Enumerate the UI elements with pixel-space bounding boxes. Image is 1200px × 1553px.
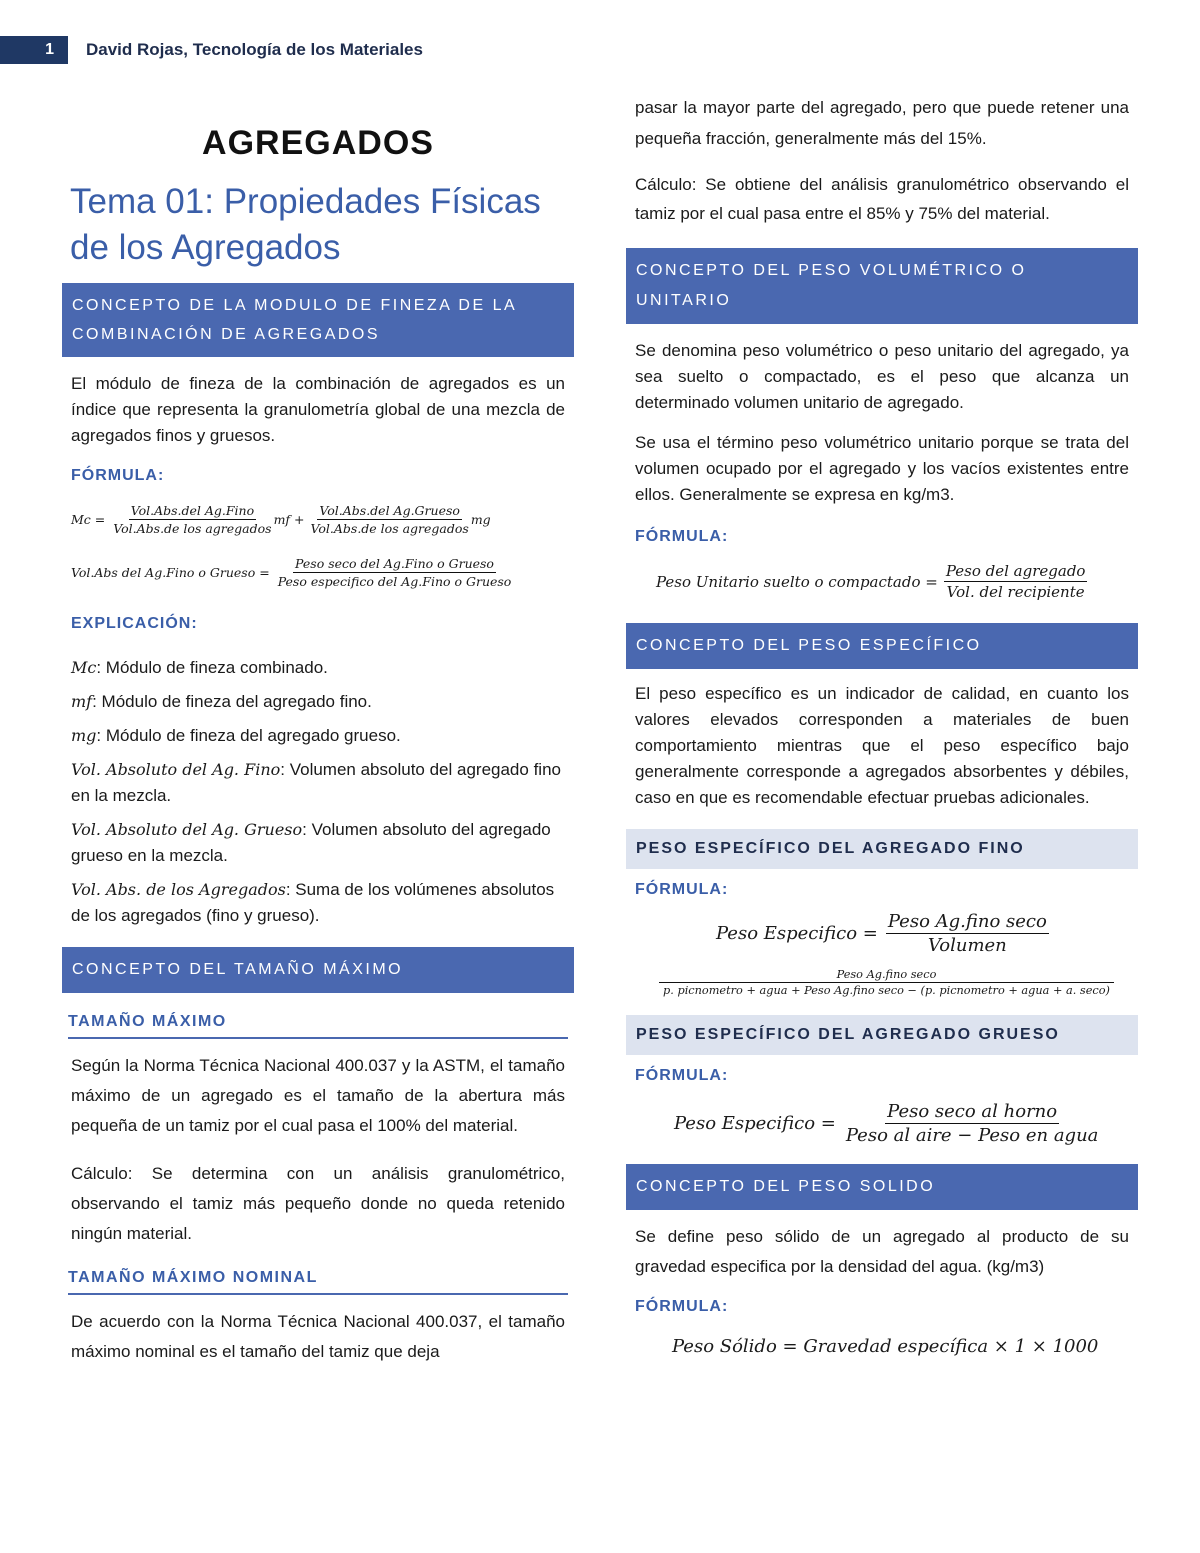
mc-fraction-1 [111,503,273,536]
left-column [62,110,574,1367]
formula-label: FÓRMULA: [635,1298,729,1315]
mc-den1: Vol.Abs.de los agregados [113,521,272,536]
section-band-fino: PESO ESPECÍFICO DEL AGREGADO FINO [626,829,1138,869]
section-band-especifico: CONCEPTO DEL PESO ESPECÍFICO [626,623,1138,669]
unitario-paragraph-1: Se denomina peso volumétrico o peso unitario del agregado, ya sea suelto o compactado, es el peso que alcanza un determinado volumen unitario de agregado. [635,341,1129,412]
expl-term: Vol. Abs. de los Agregados [71,880,286,899]
expl-desc: : Módulo de fineza combinado. [96,658,328,677]
fino2-fraction [661,968,1112,997]
section-band-tamano: CONCEPTO DEL TAMAÑO MÁXIMO [62,947,574,993]
main-title: AGREGADOS [202,124,434,162]
band-line2: COMBINACIÓN DE AGREGADOS [72,326,381,343]
section-band-solido: CONCEPTO DEL PESO SOLIDO [626,1164,1138,1210]
grueso-num: Peso seco al horno [887,1101,1058,1122]
expl-term: mg [71,726,97,745]
formula-label: FÓRMULA: [635,528,729,545]
formula-label: FÓRMULA: [635,881,729,898]
formula-label: FÓRMULA: [71,467,165,484]
expl-term: Mc [71,658,97,677]
solido-paragraph: Se define peso sólido de un agregado al producto de su gravedad especifica por la densidad del agua. (kg/m3) [635,1227,1129,1276]
topic-title-line1: Tema 01: Propiedades Físicas [70,182,541,221]
fino-fraction [886,911,1049,956]
list-item [71,689,565,715]
expl-desc: : Suma de los volúmenes absolutos de los agregados (fino y grueso). [71,880,555,925]
band-line1: CONCEPTO DE LA MODULO DE FINEZA DE LA [72,297,518,314]
section-band-modulo [62,283,574,357]
mc-fraction-2 [309,503,471,536]
tamano-paragraph: Según la Norma Técnica Nacional 400.037 y la ASTM, el tamaño máximo de un agregado es el tamaño de la abertura más pequeña de un tamiz por el cual pasa el 100% del material. [71,1056,565,1135]
right-column [626,92,1138,1357]
list-item [71,723,565,749]
mc-num2: Vol.Abs.del Ag.Grueso [319,503,460,518]
pu-num: Peso del agregado [945,562,1086,580]
explanation-label: EXPLICACIÓN: [71,615,198,632]
section-band-unitario: CONCEPTO DEL PESO VOLUMÉTRICO O UNITARIO [626,248,1138,324]
formula-label: FÓRMULA: [635,1067,729,1084]
pu-fraction [944,562,1088,601]
expl-desc: : Volumen absoluto del agregado grueso en la mezcla. [71,820,551,865]
expl-desc: : Módulo de fineza del agregado fino. [92,692,372,711]
topic-title-line2: de los Agregados [70,228,341,267]
nominal-calculo: Cálculo: Se obtiene del análisis granulométrico observando el tamiz por el cual pasa entre el 85% y 75% del material. [635,175,1129,223]
fino-formula [716,911,1138,956]
topic-title [70,179,574,271]
mc-lhs: Mc = [71,512,106,527]
fino-den: Volumen [927,935,1007,956]
section-band-grueso: PESO ESPECÍFICO DEL AGREGADO GRUESO [626,1015,1138,1055]
unitario-paragraph-2: Se usa el término peso volumétrico unitario porque se trata del volumen ocupado por el agregado y los vacíos existentes entre ellos. Generalmente se expresa en kg/m3. [635,433,1129,504]
pu-lhs: Peso Unitario suelto o compactado = [656,572,938,591]
mc-den2: Vol.Abs.de los agregados [310,521,469,536]
expl-desc: : Módulo de fineza del agregado grueso. [96,726,401,745]
expl-term: Vol. Absoluto del Ag. Grueso [71,820,303,839]
list-item [71,817,565,869]
expl-term: mf [71,692,93,711]
running-header: David Rojas, Tecnología de los Materiales [86,40,423,59]
grueso-lhs: Peso Especifico = [674,1113,836,1134]
mc-num1: Vol.Abs.del Ag.Fino [130,503,255,518]
unitario-formula [656,562,1138,601]
list-item [71,655,565,681]
fino-num: Peso Ag.fino seco [887,911,1047,932]
mc-end: mg [470,512,491,527]
solido-formula: Peso Sólido = Gravedad específica × 1 × 1000 [672,1336,1099,1357]
tamano-calculo: Cálculo: Se determina con un análisis granulométrico, observando el tamiz más pequeño donde no queda retenido ningún material. [71,1164,565,1243]
vol-den: Peso especifico del Ag.Fino o Grueso [277,574,512,589]
vol-num: Peso seco del Ag.Fino o Grueso [295,556,494,571]
mc-formula [71,503,574,536]
subheading-tamano-maximo: TAMAÑO MÁXIMO [68,1013,568,1039]
grueso-fraction [844,1101,1101,1146]
vol-fraction [276,556,514,589]
fino2-num: Peso Ag.fino seco [659,968,1114,983]
fino2-den: p. picnometro + agua + Peso Ag.fino seco − (p. picnometro + agua + a. seco) [663,984,1110,997]
nominal-continued: pasar la mayor parte del agregado, pero que puede retener una pequeña fracción, generalmente más del 15%. [635,98,1129,148]
fino-formula-expanded [635,968,1138,997]
especifico-paragraph: El peso específico es un indicador de calidad, en cuanto los valores elevados corresponden a materiales de buen comportamiento mientras que el peso específico bajo generalmente corresponde a agregados absorbentes y débiles, caso en que es recomendable efectuar pruebas adicionales. [635,684,1129,807]
grueso-den: Peso al aire − Peso en agua [845,1125,1099,1146]
vol-lhs: Vol.Abs del Ag.Fino o Grueso = [71,565,270,580]
mc-mid: mf + [273,512,305,527]
list-item [71,757,565,809]
fino-lhs: Peso Especifico = [716,923,878,944]
nominal-paragraph: De acuerdo con la Norma Técnica Nacional 400.037, el tamaño máximo nominal es el tamaño del tamiz que deja [71,1312,565,1361]
pu-den: Vol. del recipiente [946,583,1085,601]
list-item [71,877,565,929]
expl-desc: : Volumen absoluto del agregado fino en la mezcla. [71,760,561,805]
vol-formula [71,556,574,589]
subheading-tamano-nominal: TAMAÑO MÁXIMO NOMINAL [68,1269,568,1295]
modulo-paragraph: El módulo de fineza de la combinación de agregados es un índice que representa la granulometría global de una mezcla de agregados finos y gruesos. [71,374,565,445]
grueso-formula [674,1101,1138,1146]
explanation-list [62,655,574,929]
page-number: 1 [0,36,68,64]
expl-term: Vol. Absoluto del Ag. Fino [71,760,281,779]
